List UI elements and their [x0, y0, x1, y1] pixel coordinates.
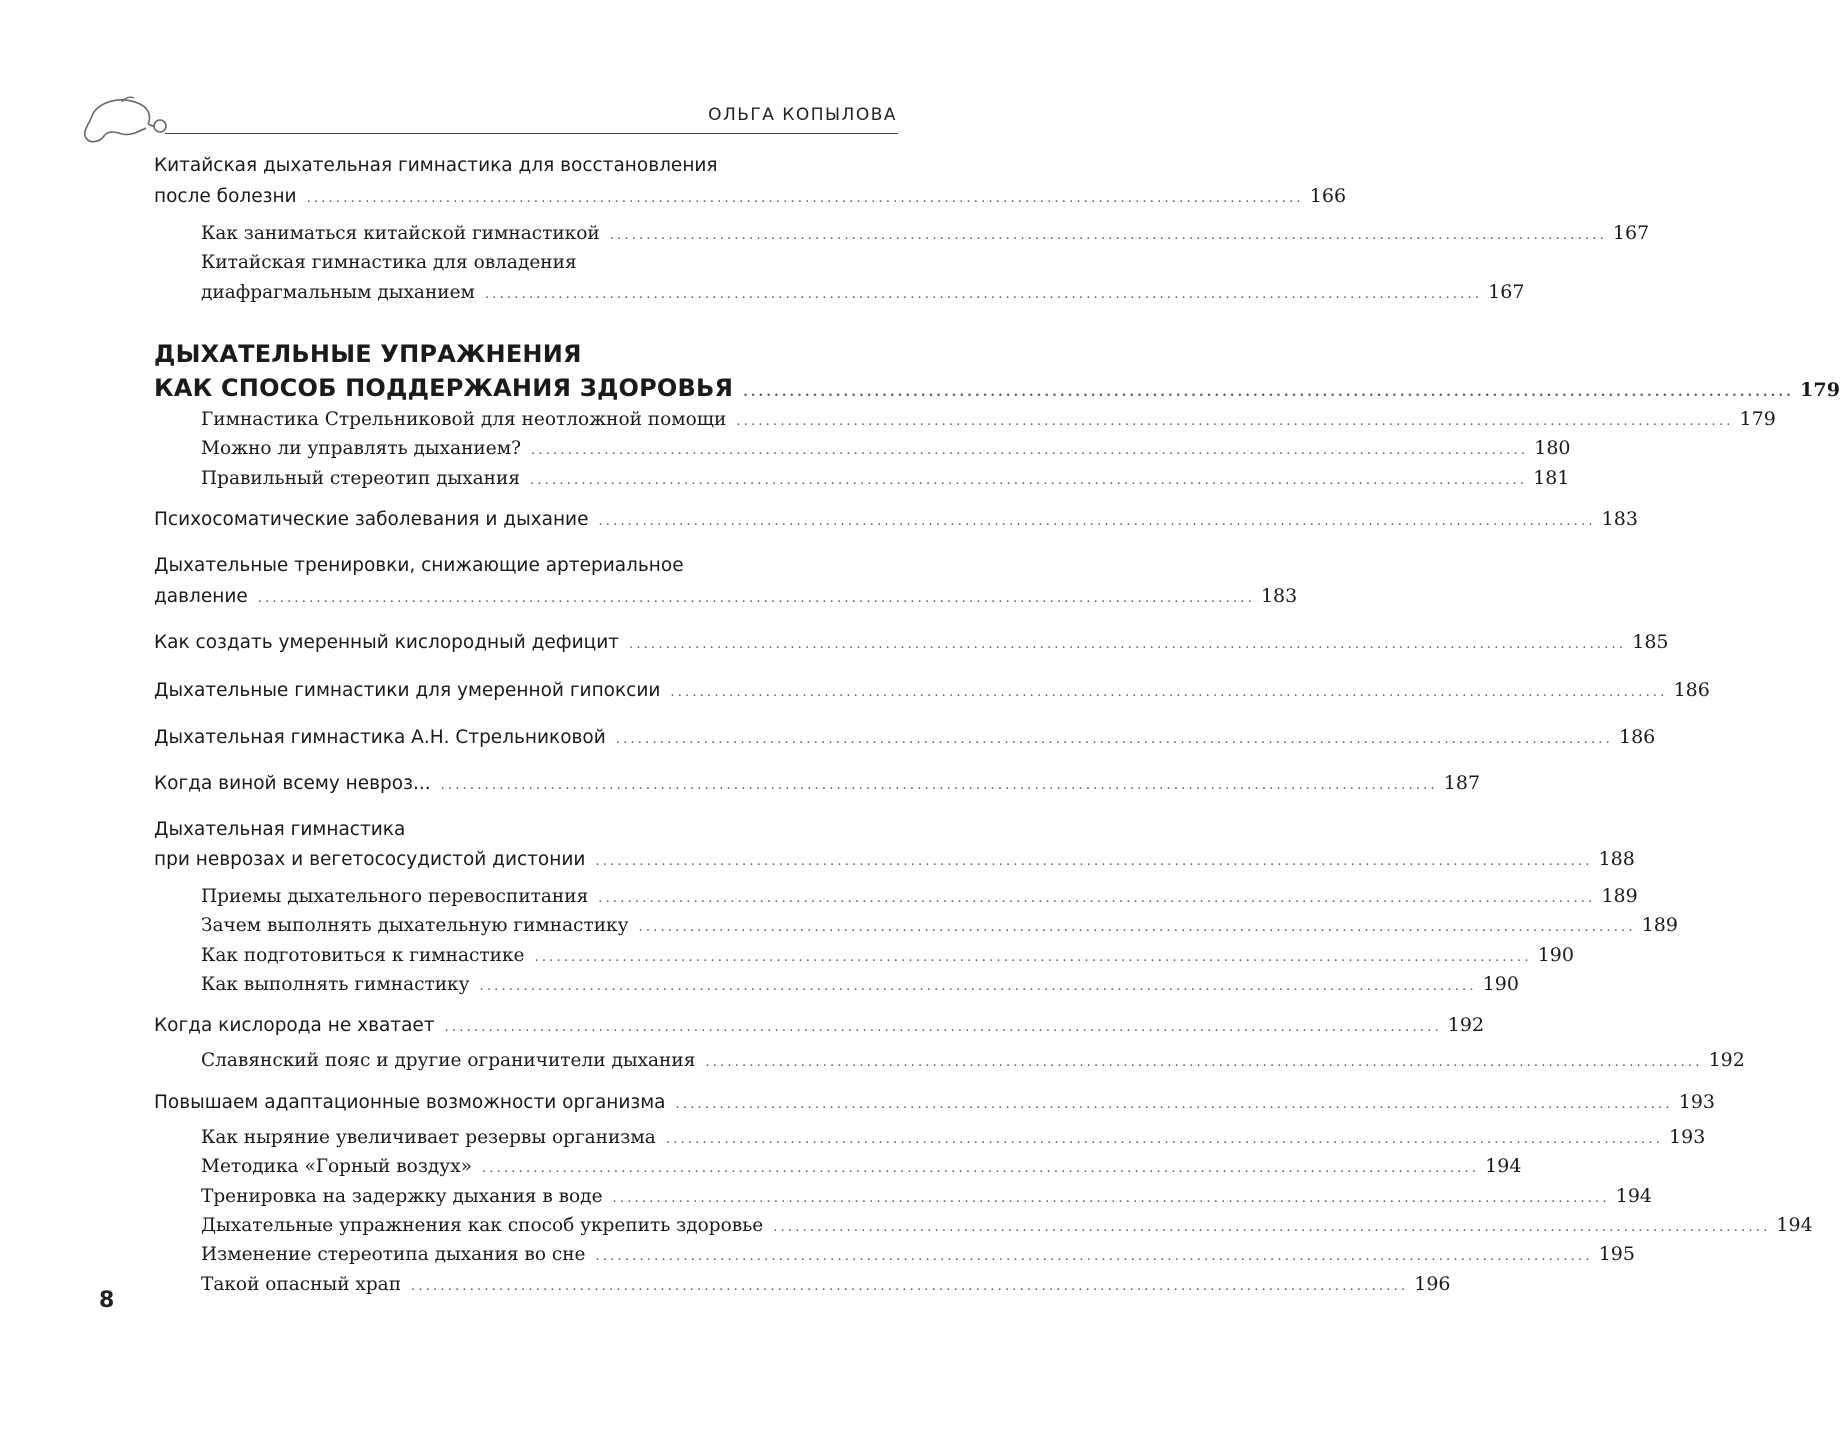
- toc-entry-title: Как подготовиться к гимнастике: [201, 945, 525, 966]
- leader-dots: ........................................................................................................................................: [531, 443, 1529, 458]
- toc-page-number: 195: [1598, 1243, 1635, 1265]
- toc-page-number: 179: [1739, 408, 1776, 430]
- leader-dots: ........................................................................................................................................: [595, 854, 1593, 869]
- toc-page-number: 188: [1598, 848, 1635, 870]
- toc-entry-title: Когда виной всему невроз...: [154, 773, 431, 794]
- toc-page-number: 192: [1447, 1014, 1485, 1036]
- leader-dots: ........................................................................................................................................: [615, 732, 1613, 747]
- header-divider: [165, 133, 898, 134]
- leader-dots: ........................................................................................................................................: [773, 1220, 1771, 1235]
- leader-dots: ........................................................................................................................................: [444, 1020, 1442, 1035]
- toc-entry-title: Дыхательная гимнастика А.Н. Стрельниковой: [154, 727, 606, 748]
- toc-page-number: 196: [1414, 1273, 1451, 1295]
- running-head: ОЛЬГА КОПЫЛОВА: [708, 105, 897, 125]
- toc-page-number: 166: [1309, 185, 1347, 207]
- leader-dots: ........................................................................................................................................: [598, 891, 1596, 906]
- toc-entry-title: Приемы дыхательного перевоспитания: [201, 886, 589, 907]
- chapter-title: ДЫХАТЕЛЬНЫЕ УПРАЖНЕНИЯ: [154, 340, 582, 368]
- leader-dots: ........................................................................................................................................: [705, 1055, 1703, 1070]
- toc-entry-title: давление: [154, 586, 248, 607]
- leader-dots: ........................................................................................................................................: [638, 920, 1636, 935]
- leader-dots: ........................................................................................................................................: [629, 637, 1627, 652]
- leader-dots: ........................................................................................................................................: [257, 591, 1255, 606]
- leader-dots: ........................................................................................................................................: [534, 950, 1532, 965]
- leader-dots: ........................................................................................................................................: [481, 1161, 1480, 1176]
- toc-entry-title: Гимнастика Стрельниковой для неотложной помощи: [201, 409, 727, 430]
- toc-page-number: 189: [1641, 914, 1678, 936]
- toc-page-number: 190: [1537, 944, 1574, 966]
- leader-dots: ........................................................................................................................................: [598, 514, 1596, 529]
- leader-dots: ........................................................................................................................................: [411, 1279, 1409, 1294]
- toc-entry-title: Как заниматься китайской гимнастикой: [201, 223, 600, 244]
- leader-dots: ........................................................................................................................................: [665, 1132, 1664, 1147]
- leader-dots: ........................................................................................................................................: [484, 287, 1483, 302]
- leader-dots: ........................................................................................................................................: [743, 385, 1794, 400]
- toc-page-number: 186: [1618, 726, 1656, 748]
- toc-entry-title: Как создать умеренный кислородный дефицит: [154, 632, 620, 653]
- toc-page-number: 167: [1488, 281, 1525, 303]
- toc-entry-title: при неврозах и вегетососудистой дистонии: [154, 849, 586, 870]
- toc-page-number: 194: [1776, 1214, 1813, 1236]
- leader-dots: ........................................................................................................................................: [530, 473, 1528, 488]
- toc-entry-title: Дыхательная гимнастика: [154, 819, 406, 840]
- stethoscope-icon: [78, 92, 173, 152]
- leader-dots: ........................................................................................................................................: [440, 778, 1438, 793]
- toc-entry-title: Дыхательные упражнения как способ укрепить здоровье: [201, 1215, 764, 1236]
- leader-dots: ........................................................................................................................................: [670, 685, 1668, 700]
- toc-entry-title: Изменение стереотипа дыхания во сне: [201, 1244, 586, 1265]
- toc-page-number: 193: [1678, 1091, 1715, 1113]
- toc-page-number: 186: [1673, 679, 1710, 701]
- leader-dots: ........................................................................................................................................: [612, 1191, 1610, 1206]
- leader-dots: ........................................................................................................................................: [306, 191, 1304, 206]
- toc-entry-title: Дыхательные тренировки, снижающие артериальное: [154, 555, 684, 576]
- toc-page-number: 194: [1485, 1155, 1522, 1177]
- toc-page-number: 189: [1601, 885, 1638, 907]
- toc-page-number: 187: [1443, 772, 1481, 794]
- toc-entry-title: Китайская гимнастика для овладения: [201, 252, 577, 273]
- leader-dots: ........................................................................................................................................: [609, 228, 1607, 243]
- leader-dots: ........................................................................................................................................: [736, 414, 1734, 429]
- toc-page-number: 185: [1632, 631, 1669, 653]
- toc-page-number: 192: [1708, 1049, 1745, 1071]
- toc-page-number: 193: [1669, 1126, 1706, 1148]
- toc-entry-title: Дыхательные гимнастики для умеренной гипоксии: [154, 680, 661, 701]
- leader-dots: ........................................................................................................................................: [675, 1097, 1673, 1112]
- leader-dots: ........................................................................................................................................: [595, 1249, 1593, 1264]
- toc-page-number: 190: [1482, 973, 1519, 995]
- toc-page-number: 179: [1799, 379, 1840, 401]
- toc-entry-title: Психосоматические заболевания и дыхание: [154, 509, 589, 530]
- toc-page-number: 183: [1260, 585, 1298, 607]
- toc-entry-title: Когда кислорода не хватает: [154, 1015, 435, 1036]
- toc-entry-title: Можно ли управлять дыханием?: [201, 438, 522, 459]
- toc-entry-title: Такой опасный храп: [201, 1274, 402, 1295]
- chapter-title: КАК СПОСОБ ПОДДЕРЖАНИЯ ЗДОРОВЬЯ: [154, 374, 734, 402]
- toc-entry-title: после болезни: [154, 186, 297, 207]
- toc-entry-title: Тренировка на задержку дыхания в воде: [201, 1186, 603, 1207]
- toc-entry-title: Славянский пояс и другие ограничители дыхания: [201, 1050, 696, 1071]
- toc-page-number: 181: [1533, 467, 1570, 489]
- toc-entry-title: Правильный стереотип дыхания: [201, 468, 520, 489]
- toc-entry-title: Методика «Горный воздух»: [201, 1156, 472, 1177]
- toc-page-number: 180: [1534, 437, 1571, 459]
- toc-page-number: 194: [1615, 1185, 1652, 1207]
- page-number: 8: [99, 1288, 115, 1313]
- toc-entry-title: Зачем выполнять дыхательную гимнастику: [201, 915, 629, 936]
- toc-page-number: 167: [1612, 222, 1650, 244]
- toc-entry-title: Как ныряние увеличивает резервы организма: [201, 1127, 656, 1148]
- toc-entry-title: диафрагмальным дыханием: [201, 282, 475, 303]
- leader-dots: ........................................................................................................................................: [479, 979, 1477, 994]
- toc-entry-title: Повышаем адаптационные возможности организма: [154, 1092, 666, 1113]
- toc-entry-title: Китайская дыхательная гимнастика для восстановления: [154, 155, 718, 176]
- toc-entry-title: Как выполнять гимнастику: [201, 974, 470, 995]
- toc-page-number: 183: [1601, 508, 1638, 530]
